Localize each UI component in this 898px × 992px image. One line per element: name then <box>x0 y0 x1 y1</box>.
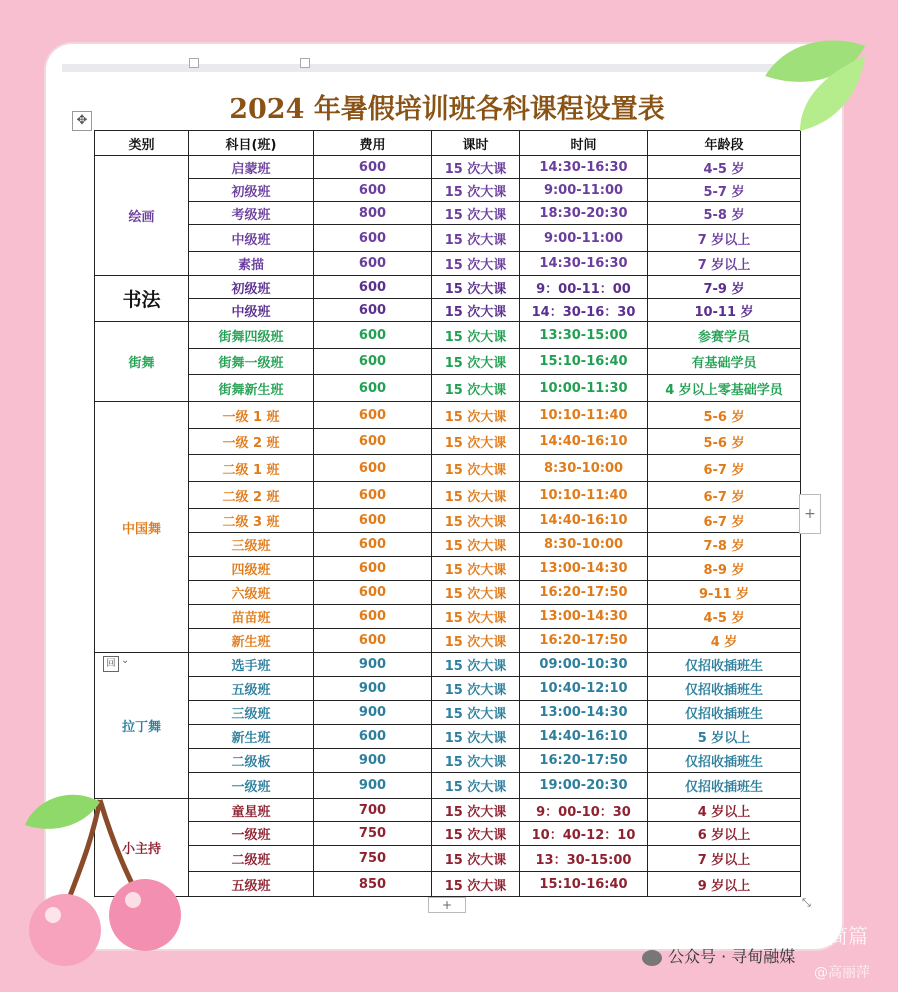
time-cell: 09:00-10:30 <box>520 653 648 677</box>
table-row <box>95 179 801 202</box>
age-cell: 参赛学员 <box>648 322 801 349</box>
age-cell: 仅招收插班生 <box>648 749 801 773</box>
subject-cell: 二级板 <box>189 749 314 773</box>
category-cell: 街舞 <box>95 322 189 402</box>
subject-cell: 三级班 <box>189 533 314 557</box>
age-cell: 有基础学员 <box>648 349 801 375</box>
category-cell: 书法 <box>95 276 189 322</box>
table-row <box>95 773 801 799</box>
table-row <box>95 429 801 455</box>
time-cell: 18:30-20:30 <box>520 202 648 225</box>
watermark-bottom: @高丽萍 <box>814 965 870 981</box>
sessions-cell: 15 次大课 <box>432 482 520 509</box>
category-cell: 绘画 <box>95 156 189 276</box>
sessions-cell: 15 次大课 <box>432 773 520 799</box>
ruler-marker-left[interactable] <box>189 58 199 68</box>
subject-cell: 初级班 <box>189 276 314 299</box>
age-cell: 7-9 岁 <box>648 276 801 299</box>
subject-cell: 街舞四级班 <box>189 322 314 349</box>
age-cell: 7 岁以上 <box>648 225 801 252</box>
time-cell: 10：40-12：10 <box>520 822 648 846</box>
add-column-button[interactable]: + <box>799 494 821 534</box>
subject-cell: 一级 2 班 <box>189 429 314 455</box>
chevron-down-icon[interactable]: ⌄ <box>121 655 130 666</box>
subject-cell: 素描 <box>189 252 314 276</box>
sessions-cell: 15 次大课 <box>432 701 520 725</box>
subject-cell: 二级 3 班 <box>189 509 314 533</box>
sessions-cell: 15 次大课 <box>432 749 520 773</box>
age-cell: 5-8 岁 <box>648 202 801 225</box>
age-cell: 6 岁以上 <box>648 822 801 846</box>
age-cell: 仅招收插班生 <box>648 677 801 701</box>
time-cell: 13:00-14:30 <box>520 701 648 725</box>
table-row <box>95 322 801 349</box>
fee-cell: 600 <box>314 322 432 349</box>
category-cell: 中国舞 <box>95 402 189 653</box>
subject-cell: 考级班 <box>189 202 314 225</box>
sessions-cell: 15 次大课 <box>432 799 520 822</box>
sessions-cell: 15 次大课 <box>432 509 520 533</box>
sessions-cell: 15 次大课 <box>432 725 520 749</box>
age-cell: 8-9 岁 <box>648 557 801 581</box>
time-cell: 9：00-10：30 <box>520 799 648 822</box>
age-cell: 7-8 岁 <box>648 533 801 557</box>
subject-cell: 二级 2 班 <box>189 482 314 509</box>
subject-cell: 三级班 <box>189 701 314 725</box>
subject-cell: 街舞一级班 <box>189 349 314 375</box>
sessions-cell: 15 次大课 <box>432 581 520 605</box>
fee-cell: 800 <box>314 202 432 225</box>
ruler-marker-right[interactable] <box>300 58 310 68</box>
fee-cell: 600 <box>314 455 432 482</box>
fee-cell: 900 <box>314 653 432 677</box>
fee-cell: 750 <box>314 822 432 846</box>
subject-cell: 一级 1 班 <box>189 402 314 429</box>
fee-cell: 900 <box>314 677 432 701</box>
time-cell: 14:40-16:10 <box>520 429 648 455</box>
time-cell: 8:30-10:00 <box>520 455 648 482</box>
time-cell: 15:10-16:40 <box>520 349 648 375</box>
sessions-cell: 15 次大课 <box>432 322 520 349</box>
cherry-decoration-icon <box>20 790 190 970</box>
age-cell: 仅招收插班生 <box>648 701 801 725</box>
time-cell: 16:20-17:50 <box>520 749 648 773</box>
time-cell: 9:00-11:00 <box>520 225 648 252</box>
subject-cell: 四级班 <box>189 557 314 581</box>
wechat-icon <box>642 950 662 966</box>
time-cell: 14:30-16:30 <box>520 252 648 276</box>
fee-cell: 600 <box>314 276 432 299</box>
time-cell: 8:30-10:00 <box>520 533 648 557</box>
header-time: 时间 <box>520 131 648 156</box>
age-cell: 4-5 岁 <box>648 156 801 179</box>
table-row <box>95 299 801 322</box>
age-cell: 6-7 岁 <box>648 509 801 533</box>
table-row <box>95 725 801 749</box>
page-title: 2024 年暑假培训班各科课程设置表 <box>229 94 665 125</box>
table-row <box>95 252 801 276</box>
watermark-top: 简篇 <box>828 924 868 948</box>
fee-cell: 600 <box>314 375 432 402</box>
table-row <box>95 872 801 897</box>
age-cell: 7 岁以上 <box>648 846 801 872</box>
fee-cell: 600 <box>314 429 432 455</box>
fee-cell: 600 <box>314 225 432 252</box>
sessions-cell: 15 次大课 <box>432 156 520 179</box>
table-move-handle-icon[interactable]: ✥ <box>72 111 92 131</box>
fee-cell: 600 <box>314 299 432 322</box>
time-cell: 13：30-15:00 <box>520 846 648 872</box>
sessions-cell: 15 次大课 <box>432 225 520 252</box>
time-cell: 9:00-11:00 <box>520 179 648 202</box>
table-row <box>95 846 801 872</box>
subject-cell: 新生班 <box>189 725 314 749</box>
fee-cell: 600 <box>314 581 432 605</box>
fee-cell: 600 <box>314 482 432 509</box>
table-row <box>95 482 801 509</box>
sessions-cell: 15 次大课 <box>432 276 520 299</box>
header-fee: 费用 <box>314 131 432 156</box>
sessions-cell: 15 次大课 <box>432 872 520 897</box>
table-row <box>95 225 801 252</box>
time-cell: 14:40-16:10 <box>520 509 648 533</box>
sessions-cell: 15 次大课 <box>432 349 520 375</box>
sessions-cell: 15 次大课 <box>432 629 520 653</box>
time-cell: 10:10-11:40 <box>520 402 648 429</box>
sessions-cell: 15 次大课 <box>432 299 520 322</box>
subject-cell: 苗苗班 <box>189 605 314 629</box>
subject-cell: 童星班 <box>189 799 314 822</box>
subject-cell: 一级班 <box>189 822 314 846</box>
subject-cell: 选手班 <box>189 653 314 677</box>
age-cell: 4 岁以上 <box>648 799 801 822</box>
time-cell: 10:10-11:40 <box>520 482 648 509</box>
fee-cell: 750 <box>314 846 432 872</box>
fee-cell: 600 <box>314 402 432 429</box>
age-cell: 6-7 岁 <box>648 482 801 509</box>
subject-cell: 一级班 <box>189 773 314 799</box>
fee-cell: 900 <box>314 749 432 773</box>
sessions-cell: 15 次大课 <box>432 252 520 276</box>
time-cell: 13:30-15:00 <box>520 322 648 349</box>
table-row <box>95 455 801 482</box>
fee-cell: 600 <box>314 629 432 653</box>
sessions-cell: 15 次大课 <box>432 429 520 455</box>
time-cell: 14:40-16:10 <box>520 725 648 749</box>
time-cell: 9：00-11：00 <box>520 276 648 299</box>
table-row <box>95 701 801 725</box>
table-row <box>95 509 801 533</box>
fee-cell: 600 <box>314 533 432 557</box>
subject-cell: 五级班 <box>189 872 314 897</box>
age-cell: 5-6 岁 <box>648 429 801 455</box>
fee-cell: 850 <box>314 872 432 897</box>
header-age: 年龄段 <box>648 131 801 156</box>
table-resize-handle-icon[interactable]: ⤡ <box>802 896 811 909</box>
subject-cell: 街舞新生班 <box>189 375 314 402</box>
fee-cell: 600 <box>314 605 432 629</box>
age-cell: 6-7 岁 <box>648 455 801 482</box>
fee-cell: 600 <box>314 252 432 276</box>
age-cell: 仅招收插班生 <box>648 773 801 799</box>
row-menu-icon[interactable]: 回 <box>103 656 119 672</box>
sessions-cell: 15 次大课 <box>432 677 520 701</box>
time-cell: 16:20-17:50 <box>520 629 648 653</box>
sessions-cell: 15 次大课 <box>432 557 520 581</box>
fee-cell: 600 <box>314 179 432 202</box>
fee-cell: 900 <box>314 773 432 799</box>
age-cell: 仅招收插班生 <box>648 653 801 677</box>
table-row <box>95 156 801 179</box>
footer-account-label: 公众号 · 寻甸融媒 <box>668 947 796 966</box>
table-row <box>95 276 801 299</box>
age-cell: 9-11 岁 <box>648 581 801 605</box>
time-cell: 19:00-20:30 <box>520 773 648 799</box>
table-row <box>95 533 801 557</box>
sessions-cell: 15 次大课 <box>432 822 520 846</box>
age-cell: 4 岁以上零基础学员 <box>648 375 801 402</box>
sessions-cell: 15 次大课 <box>432 455 520 482</box>
add-row-button[interactable]: + <box>428 897 466 913</box>
sessions-cell: 15 次大课 <box>432 402 520 429</box>
subject-cell: 五级班 <box>189 677 314 701</box>
time-cell: 14:30-16:30 <box>520 156 648 179</box>
sessions-cell: 15 次大课 <box>432 533 520 557</box>
table-row <box>95 557 801 581</box>
fee-cell: 600 <box>314 509 432 533</box>
fee-cell: 600 <box>314 156 432 179</box>
subject-cell: 六级班 <box>189 581 314 605</box>
subject-cell: 二级 1 班 <box>189 455 314 482</box>
time-cell: 15:10-16:40 <box>520 872 648 897</box>
time-cell: 10:40-12:10 <box>520 677 648 701</box>
age-cell: 9 岁以上 <box>648 872 801 897</box>
schedule-table <box>94 130 801 897</box>
fee-cell: 600 <box>314 557 432 581</box>
footer-account <box>642 944 795 967</box>
age-cell: 4-5 岁 <box>648 605 801 629</box>
time-cell: 13:00-14:30 <box>520 557 648 581</box>
fee-cell: 700 <box>314 799 432 822</box>
table-row <box>95 629 801 653</box>
table-row <box>95 653 801 677</box>
table-row <box>95 799 801 822</box>
table-row <box>95 605 801 629</box>
sessions-cell: 15 次大课 <box>432 179 520 202</box>
header-sessions: 课时 <box>432 131 520 156</box>
header-subject: 科目(班) <box>189 131 314 156</box>
age-cell: 7 岁以上 <box>648 252 801 276</box>
table-row <box>95 375 801 402</box>
table-row <box>95 402 801 429</box>
sessions-cell: 15 次大课 <box>432 375 520 402</box>
sessions-cell: 15 次大课 <box>432 846 520 872</box>
time-cell: 13:00-14:30 <box>520 605 648 629</box>
subject-cell: 初级班 <box>189 179 314 202</box>
table-row <box>95 677 801 701</box>
time-cell: 10:00-11:30 <box>520 375 648 402</box>
age-cell: 5-7 岁 <box>648 179 801 202</box>
age-cell: 5-6 岁 <box>648 402 801 429</box>
age-cell: 5 岁以上 <box>648 725 801 749</box>
category-cell: 小主持 <box>95 799 189 897</box>
table-row <box>95 349 801 375</box>
subject-cell: 新生班 <box>189 629 314 653</box>
category-cell: 拉丁舞 <box>95 653 189 799</box>
table-header-row <box>95 131 801 156</box>
subject-cell: 二级班 <box>189 846 314 872</box>
leaf-decoration-icon <box>760 36 870 131</box>
table-row <box>95 749 801 773</box>
subject-cell: 中级班 <box>189 225 314 252</box>
fee-cell: 600 <box>314 349 432 375</box>
sessions-cell: 15 次大课 <box>432 653 520 677</box>
age-cell: 10-11 岁 <box>648 299 801 322</box>
subject-cell: 启蒙班 <box>189 156 314 179</box>
sessions-cell: 15 次大课 <box>432 605 520 629</box>
sessions-cell: 15 次大课 <box>432 202 520 225</box>
table-row <box>95 581 801 605</box>
subject-cell: 中级班 <box>189 299 314 322</box>
fee-cell: 600 <box>314 725 432 749</box>
header-category: 类别 <box>95 131 189 156</box>
age-cell: 4 岁 <box>648 629 801 653</box>
fee-cell: 900 <box>314 701 432 725</box>
time-cell: 14：30-16：30 <box>520 299 648 322</box>
table-row <box>95 822 801 846</box>
time-cell: 16:20-17:50 <box>520 581 648 605</box>
table-row <box>95 202 801 225</box>
